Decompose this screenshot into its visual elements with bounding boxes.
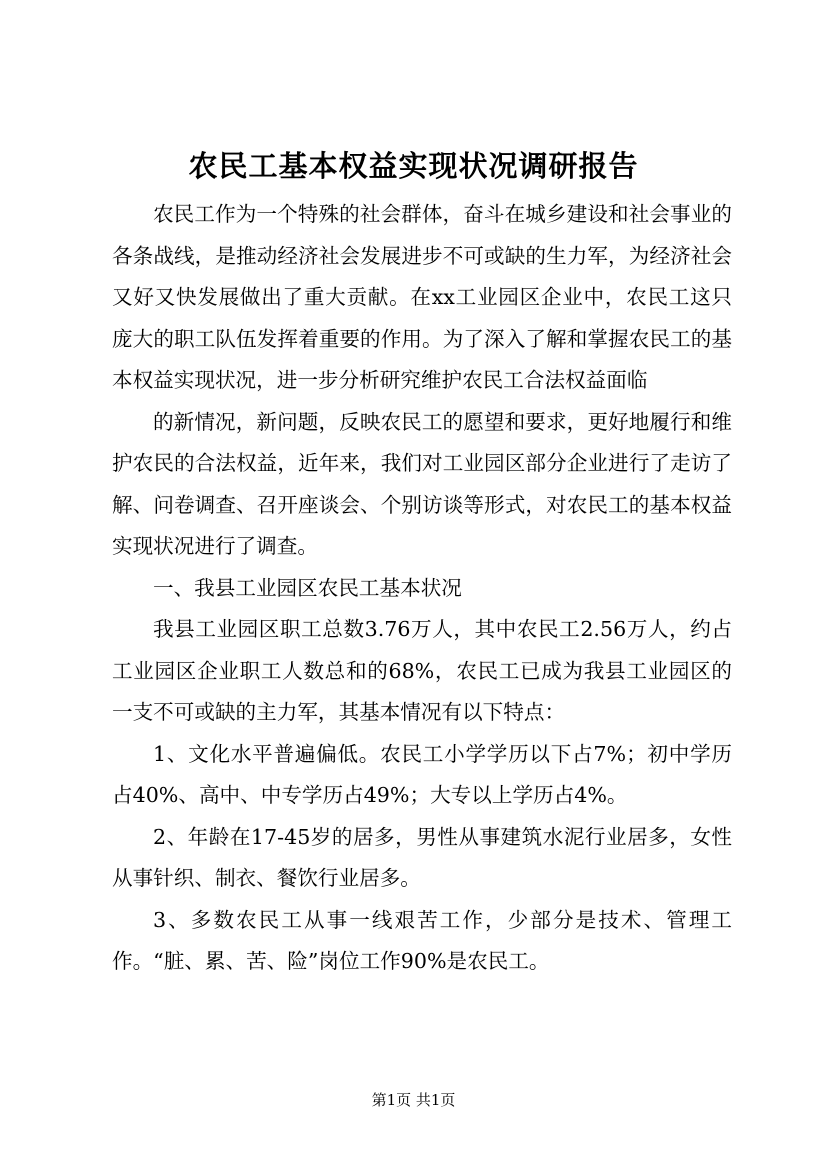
page-footer: 第1页 共1页: [371, 1091, 456, 1109]
paragraph-intro: 农民工作为一个特殊的社会群体，奋斗在城乡建设和社会事业的各条战线，是推动经济社会发展进步不可或缺的生力军，为经济社会又好又快发展做出了重大贡献。在xx工业园区企业中，农民工这只庞大的职工队伍发挥着重要的作用。为了深入了解和掌握农民工的基本权益实现状况，进一步分析研究维护农民工合法权益面临: [112, 202, 732, 392]
paragraph-point-3: 3、多数农民工从事一线艰苦工作，少部分是技术、管理工作。“脏、累、苦、险”岗位工作90%是农民工。: [112, 907, 732, 973]
paragraph-intro-continued: 的新情况，新问题，反映农民工的愿望和要求，更好地履行和维护农民的合法权益，近年来，我们对工业园区部分企业进行了走访了解、问卷调查、召开座谈会、个别访谈等形式，对农民工的基本权益实现状况进行了调查。: [112, 409, 732, 558]
document-title: 农民工基本权益实现状况调研报告: [188, 149, 639, 183]
paragraph-overview: 我县工业园区职工总数3.76万人，其中农民工2.56万人，约占工业园区企业职工人数总和的68%，农民工已成为我县工业园区的一支不可或缺的主力军，其基本情况有以下特点：: [112, 617, 732, 724]
section-heading: 一、我县工业园区农民工基本状况: [153, 575, 462, 600]
paragraph-point-1: 1、文化水平普遍偏低。农民工小学学历以下占7%；初中学历占40%、高中、中专学历占49%；大专以上学历占4%。: [112, 741, 732, 807]
document-body: [112, 194, 732, 983]
paragraph-point-2: 2、年龄在17-45岁的居多，男性从事建筑水泥行业居多，女性从事针织、制衣、餐饮行业居多。: [112, 824, 732, 890]
